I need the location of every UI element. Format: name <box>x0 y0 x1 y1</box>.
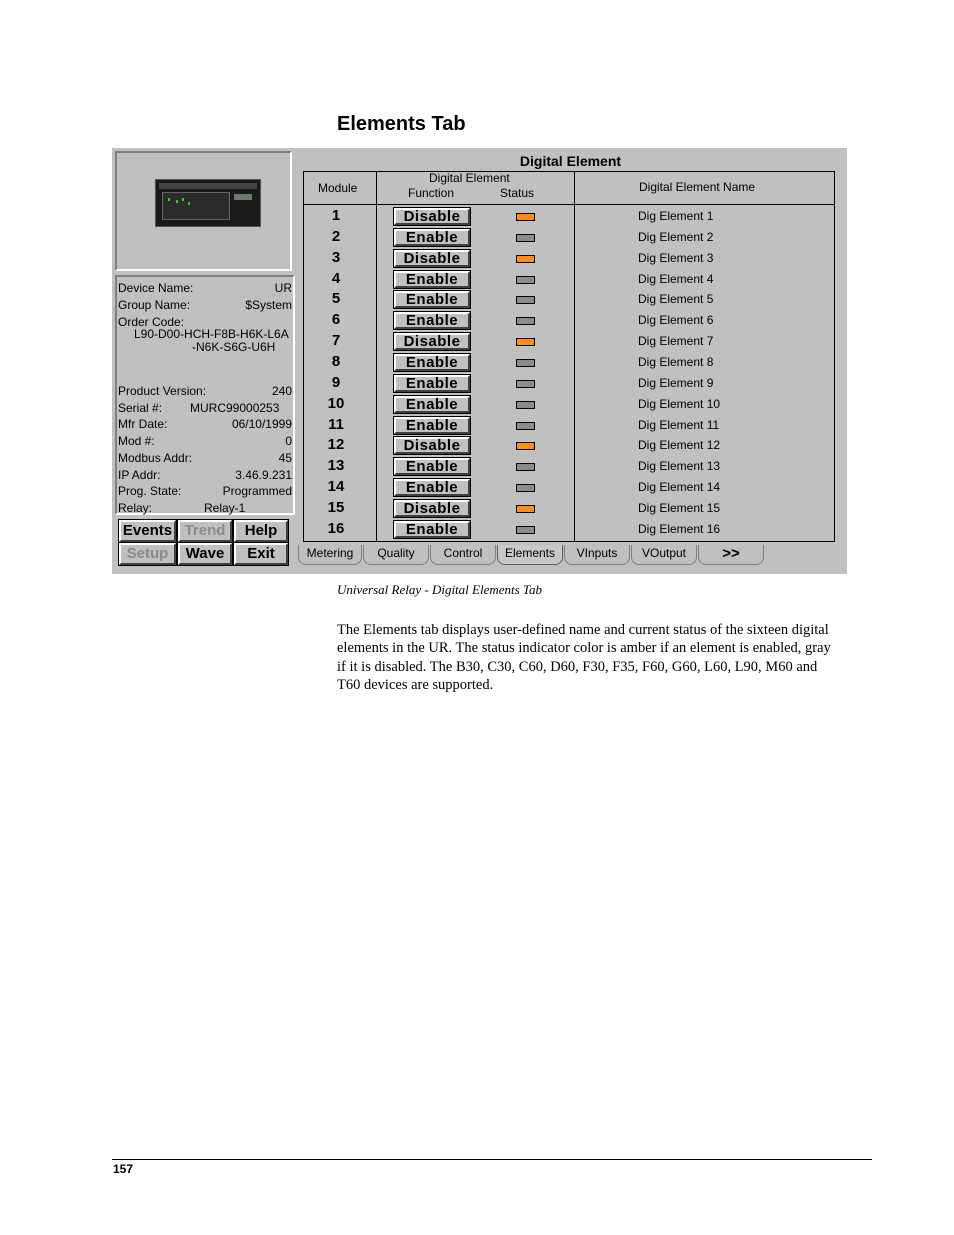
function-toggle-button[interactable]: Enable <box>394 271 470 288</box>
status-indicator <box>516 296 535 304</box>
element-row <box>304 227 834 248</box>
element-row <box>304 289 834 310</box>
figure-caption: Universal Relay - Digital Elements Tab <box>337 582 542 597</box>
col-function-header: Function <box>408 186 455 200</box>
element-row <box>304 331 834 352</box>
order-code-line2: -N6K-S6G-U6H <box>192 340 276 354</box>
modbus-value: 45 <box>278 451 292 465</box>
function-toggle-button[interactable]: Enable <box>394 229 470 246</box>
function-toggle-button[interactable]: Enable <box>394 479 470 496</box>
order-code-label: Order Code: <box>118 315 185 329</box>
panel-title: Digital Element <box>519 153 622 169</box>
mfr-date-value: 06/10/1999 <box>231 417 292 431</box>
status-indicator <box>516 317 535 325</box>
module-number: 10 <box>327 394 345 412</box>
element-name: Dig Element 5 <box>638 292 714 307</box>
element-name: Dig Element 6 <box>638 313 714 328</box>
status-indicator <box>516 401 535 409</box>
element-row <box>304 519 834 540</box>
mfr-date-label: Mfr Date: <box>118 417 168 431</box>
element-row <box>304 248 834 269</box>
paragraph-line: T60 devices are supported. <box>337 676 494 693</box>
element-row <box>304 206 834 227</box>
col-group-header: Digital Element <box>429 171 510 185</box>
function-toggle-button[interactable]: Enable <box>394 354 470 371</box>
module-number: 15 <box>327 498 345 516</box>
prog-state-label: Prog. State: <box>118 484 182 498</box>
serial-label: Serial #: <box>118 401 163 415</box>
module-number: 3 <box>331 248 341 266</box>
col-module-header: Module <box>318 181 358 195</box>
section-heading: Elements Tab <box>337 113 466 135</box>
prog-state-value: Programmed <box>222 484 292 498</box>
col-name-header: Digital Element Name <box>639 180 756 194</box>
tab-metering[interactable]: Metering <box>298 545 362 565</box>
element-name: Dig Element 3 <box>638 250 714 265</box>
function-toggle-button[interactable]: Enable <box>394 291 470 308</box>
module-number: 1 <box>331 207 341 224</box>
status-indicator <box>516 359 535 367</box>
wave-button[interactable]: Wave <box>178 543 232 565</box>
element-name: Dig Element 9 <box>638 375 714 390</box>
product-version-label: Product Version: <box>118 384 207 398</box>
function-toggle-button[interactable]: Disable <box>394 208 470 225</box>
tab-control[interactable]: Control <box>430 545 496 565</box>
status-indicator <box>516 484 535 492</box>
events-button[interactable]: Events <box>119 520 176 542</box>
modbus-label: Modbus Addr: <box>118 451 193 465</box>
paragraph-line: if it is disabled. The B30, C30, C60, D60, F30, F35, F60, G60, L60, L90, M60 and <box>337 658 818 675</box>
module-number: 6 <box>331 311 341 329</box>
element-name: Dig Element 1 <box>638 209 714 223</box>
setup-button[interactable]: Setup <box>119 543 176 565</box>
status-indicator <box>516 234 535 242</box>
tab-voutput[interactable]: VOutput <box>631 545 697 565</box>
status-indicator <box>516 380 535 388</box>
paragraph-line: elements in the UR. The status indicator color is amber if an element is enabled, gray <box>337 640 831 657</box>
module-number: 11 <box>328 415 344 433</box>
col-status-header: Status <box>500 186 535 200</box>
function-toggle-button[interactable]: Enable <box>394 458 470 475</box>
module-number: 8 <box>331 352 341 370</box>
module-number: 12 <box>327 436 345 454</box>
status-indicator <box>516 422 535 430</box>
relay-window <box>112 148 847 574</box>
module-number: 7 <box>331 332 341 350</box>
element-name: Dig Element 2 <box>638 229 714 244</box>
description-paragraph <box>337 621 869 694</box>
serial-value: MURC99000253 <box>190 401 280 415</box>
element-row <box>304 498 834 519</box>
status-indicator <box>516 505 535 513</box>
tab-bar <box>298 545 778 567</box>
function-toggle-button[interactable]: Enable <box>394 312 470 329</box>
device-name-value: UR <box>274 281 292 295</box>
function-toggle-button[interactable]: Enable <box>394 417 470 434</box>
function-toggle-button[interactable]: Disable <box>394 250 470 267</box>
page-number: 157 <box>113 1162 134 1176</box>
element-name: Dig Element 11 <box>638 417 720 432</box>
element-name: Dig Element 8 <box>638 354 714 369</box>
status-indicator <box>516 463 535 471</box>
paragraph-line: The Elements tab displays user-defined name and current status of the sixteen digital <box>337 622 829 638</box>
product-version-value: 240 <box>271 384 292 398</box>
status-indicator <box>516 276 535 284</box>
relay-label: Relay: <box>118 501 153 515</box>
status-indicator <box>516 255 535 263</box>
status-indicator <box>516 526 535 534</box>
function-toggle-button[interactable]: Disable <box>394 500 470 517</box>
trend-button[interactable]: Trend <box>178 520 232 542</box>
device-image-panel <box>115 151 292 271</box>
element-name: Dig Element 4 <box>638 271 714 286</box>
element-name: Dig Element 10 <box>638 396 721 411</box>
element-name: Dig Element 13 <box>638 459 721 474</box>
function-toggle-button[interactable]: Disable <box>394 333 470 350</box>
group-name-value: $System <box>245 298 292 312</box>
function-toggle-button[interactable]: Enable <box>394 375 470 392</box>
element-row <box>304 310 834 331</box>
footer-rule <box>112 1159 872 1160</box>
element-row <box>304 435 834 456</box>
device-name-label: Device Name: <box>118 281 194 295</box>
element-name: Dig Element 14 <box>638 480 721 495</box>
mod-value: 0 <box>285 434 292 448</box>
module-number: 4 <box>331 269 341 287</box>
module-number: 5 <box>331 290 341 308</box>
function-toggle-button[interactable]: Enable <box>394 396 470 413</box>
element-name: Dig Element 7 <box>638 334 714 349</box>
element-row <box>304 269 834 290</box>
device-info-panel <box>115 275 295 515</box>
module-number: 16 <box>327 519 345 537</box>
relay-device-image <box>155 179 261 227</box>
tab-elements[interactable]: Elements <box>497 545 563 565</box>
exit-button[interactable]: Exit <box>234 543 288 565</box>
module-number: 14 <box>327 478 345 496</box>
digital-element-panel <box>298 151 843 543</box>
element-row <box>304 477 834 498</box>
element-row <box>304 456 834 477</box>
element-name: Dig Element 12 <box>638 438 721 453</box>
module-number: 13 <box>327 457 345 475</box>
ip-value: 3.46.9.231 <box>235 468 292 482</box>
mod-label: Mod #: <box>118 434 155 448</box>
function-toggle-button[interactable]: Enable <box>394 521 470 538</box>
help-button[interactable]: Help <box>234 520 288 542</box>
module-number: 2 <box>331 227 341 245</box>
function-toggle-button[interactable]: Disable <box>394 437 470 454</box>
tab-vinputs[interactable]: VInputs <box>564 545 630 565</box>
relay-value: Relay-1 <box>204 501 246 515</box>
element-row <box>304 373 834 394</box>
digital-element-table <box>303 171 835 542</box>
status-indicator <box>516 213 535 221</box>
tab-quality[interactable]: Quality <box>363 545 429 565</box>
element-name: Dig Element 16 <box>638 521 721 536</box>
order-code-line1: L90-D00-HCH-F8B-H6K-L6A <box>134 327 289 341</box>
element-row <box>304 415 834 436</box>
status-indicator <box>516 442 535 450</box>
status-indicator <box>516 338 535 346</box>
module-number: 9 <box>331 373 341 391</box>
element-row <box>304 394 834 415</box>
tab-more[interactable]: >> <box>698 545 764 565</box>
ip-label: IP Addr: <box>118 468 161 482</box>
group-name-label: Group Name: <box>118 298 191 312</box>
element-row <box>304 352 834 373</box>
element-name: Dig Element 15 <box>638 500 721 515</box>
